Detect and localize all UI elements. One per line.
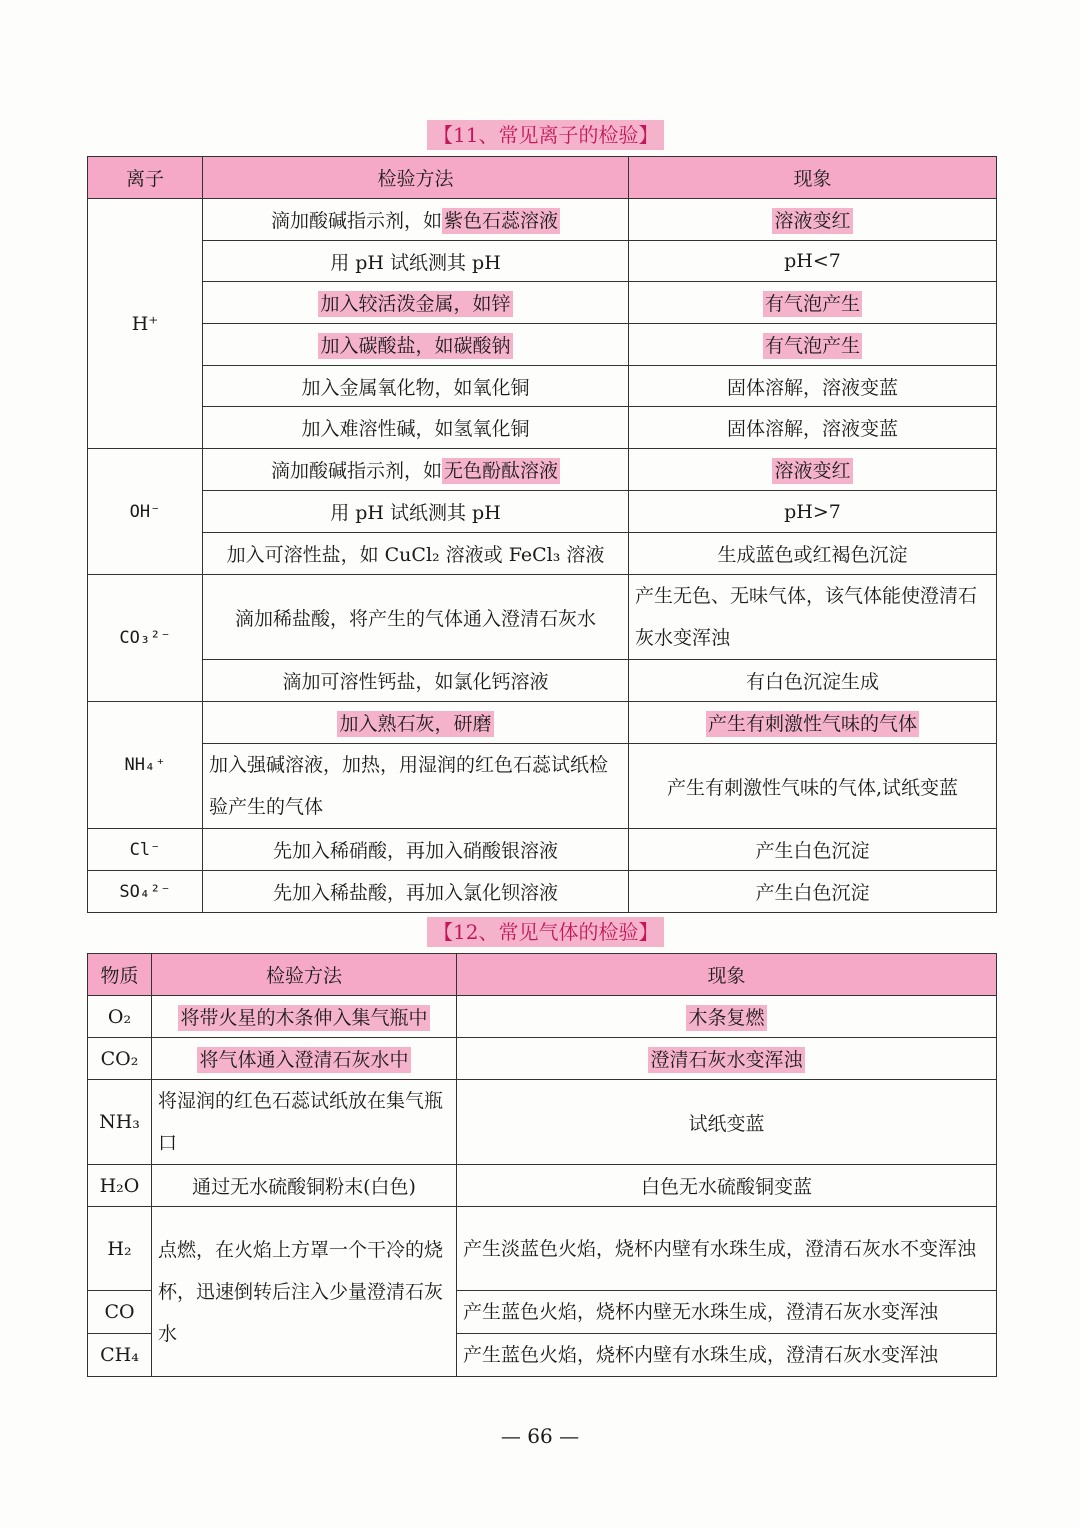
result-cell: 固体溶解，溶液变蓝: [629, 407, 997, 449]
ion-cell-oh: OH⁻: [88, 449, 203, 575]
section-12-title: 【12、常见气体的检验】: [427, 917, 664, 947]
header-method: 检验方法: [203, 157, 629, 199]
result-cell: 产生白色沉淀: [629, 829, 997, 871]
result-cell: 试纸变蓝: [457, 1080, 997, 1165]
method-cell: [152, 996, 457, 1038]
method-cell: 先加入稀硝酸，再加入硝酸银溶液: [203, 829, 629, 871]
substance-cell: CO: [88, 1291, 152, 1334]
header-result: 现象: [629, 157, 997, 199]
method-cell: [203, 199, 629, 241]
method-cell: 滴加稀盐酸，将产生的气体通入澄清石灰水: [203, 575, 629, 660]
substance-cell: H₂: [88, 1207, 152, 1291]
substance-cell: NH₃: [88, 1080, 152, 1165]
method-cell: 用 pH 试纸测其 pH: [203, 491, 629, 533]
table-row: [88, 1207, 997, 1291]
result-cell: 产生白色沉淀: [629, 871, 997, 913]
header-result: 现象: [457, 954, 997, 996]
substance-cell: H₂O: [88, 1165, 152, 1207]
result-highlight: 产生有刺激性气味的气体: [707, 713, 917, 735]
table-row: [88, 996, 997, 1038]
table-row: [88, 366, 997, 407]
method-highlight: 无色酚酞溶液: [444, 460, 559, 482]
table-row: [88, 241, 997, 282]
method-text: 滴加酸碱指示剂，如: [270, 460, 442, 482]
method-cell: 通过无水硫酸铜粉末(白色): [152, 1165, 457, 1207]
table-header-row: [88, 954, 997, 996]
method-cell: 用 pH 试纸测其 pH: [203, 241, 629, 282]
result-cell: 产生淡蓝色火焰，烧杯内壁有水珠生成，澄清石灰水不变浑浊: [457, 1207, 997, 1291]
result-cell: [629, 199, 997, 241]
result-cell: [457, 1038, 997, 1080]
table-row: [88, 575, 997, 660]
table-row: [88, 660, 997, 702]
ion-cell-co3: CO₃²⁻: [88, 575, 203, 702]
result-cell: 有白色沉淀生成: [629, 660, 997, 702]
ion-cell-nh4: NH₄⁺: [88, 702, 203, 829]
result-cell: 产生蓝色火焰，烧杯内壁有水珠生成，澄清石灰水变浑浊: [457, 1334, 997, 1377]
method-cell: 加入可溶性盐，如 CuCl₂ 溶液或 FeCl₃ 溶液: [203, 533, 629, 575]
table-row: [88, 449, 997, 491]
ion-cell-h: H⁺: [88, 199, 203, 449]
method-highlight: 将带火星的木条伸入集气瓶中: [180, 1007, 428, 1029]
result-highlight: 澄清石灰水变浑浊: [650, 1049, 803, 1071]
table-row: [88, 324, 997, 366]
result-cell: [629, 702, 997, 744]
method-cell: 加入金属氧化物，如氧化铜: [203, 366, 629, 407]
header-method: 检验方法: [152, 954, 457, 996]
result-cell: [457, 996, 997, 1038]
gas-test-table: [87, 953, 997, 1377]
method-cell: 加入难溶性碱，如氢氧化铜: [203, 407, 629, 449]
header-substance: 物质: [88, 954, 152, 996]
header-ion: 离子: [88, 157, 203, 199]
method-highlight: 加入熟石灰，研磨: [339, 713, 492, 735]
table-row: [88, 199, 997, 241]
result-cell: [629, 449, 997, 491]
table-row: [88, 1165, 997, 1207]
substance-cell: O₂: [88, 996, 152, 1038]
method-highlight: 加入碳酸盐，如碳酸钠: [320, 335, 511, 357]
result-cell: 固体溶解，溶液变蓝: [629, 366, 997, 407]
method-cell: 将湿润的红色石蕊试纸放在集气瓶口: [152, 1080, 457, 1165]
substance-cell: CH₄: [88, 1334, 152, 1377]
method-cell: [203, 282, 629, 324]
method-highlight: 将气体通入澄清石灰水中: [199, 1049, 409, 1071]
result-cell: [629, 282, 997, 324]
result-cell: [629, 324, 997, 366]
result-highlight: 有气泡产生: [764, 293, 860, 315]
method-cell: 加入强碱溶液，加热，用湿润的红色石蕊试纸检验产生的气体: [203, 744, 629, 829]
page-number: — 66 —: [500, 1424, 580, 1448]
method-highlight: 加入较活泼金属，如锌: [320, 293, 511, 315]
table-row: [88, 702, 997, 744]
result-cell: 产生有刺激性气味的气体,试纸变蓝: [629, 744, 997, 829]
method-cell: 点燃，在火焰上方罩一个干冷的烧杯，迅速倒转后注入少量澄清石灰水: [152, 1207, 457, 1377]
result-cell: pH>7: [629, 491, 997, 533]
ion-cell-so4: SO₄²⁻: [88, 871, 203, 913]
table-row: [88, 829, 997, 871]
table-header-row: [88, 157, 997, 199]
ion-cell-cl: Cl⁻: [88, 829, 203, 871]
table-row: [88, 407, 997, 449]
method-cell: [203, 449, 629, 491]
table-row: [88, 871, 997, 913]
result-cell: 产生无色、无味气体，该气体能使澄清石灰水变浑浊: [629, 575, 997, 660]
result-highlight: 有气泡产生: [764, 335, 860, 357]
method-text: 滴加酸碱指示剂，如: [270, 210, 442, 232]
result-cell: pH<7: [629, 241, 997, 282]
table-row: [88, 1080, 997, 1165]
method-cell: [203, 324, 629, 366]
result-highlight: 木条复燃: [688, 1007, 765, 1029]
table-row: [88, 1038, 997, 1080]
method-cell: 滴加可溶性钙盐，如氯化钙溶液: [203, 660, 629, 702]
result-highlight: 溶液变红: [774, 460, 851, 482]
method-cell: 先加入稀盐酸，再加入氯化钡溶液: [203, 871, 629, 913]
table-row: [88, 744, 997, 829]
ion-test-table: [87, 156, 997, 913]
result-cell: 产生蓝色火焰，烧杯内壁无水珠生成，澄清石灰水变浑浊: [457, 1291, 997, 1334]
method-cell: [152, 1038, 457, 1080]
result-highlight: 溶液变红: [774, 210, 851, 232]
method-cell: [203, 702, 629, 744]
result-cell: 白色无水硫酸铜变蓝: [457, 1165, 997, 1207]
method-highlight: 紫色石蕊溶液: [444, 210, 559, 232]
table-row: [88, 533, 997, 575]
section-11-title: 【11、常见离子的检验】: [427, 120, 664, 150]
table-row: [88, 491, 997, 533]
substance-cell: CO₂: [88, 1038, 152, 1080]
result-cell: 生成蓝色或红褐色沉淀: [629, 533, 997, 575]
table-row: [88, 282, 997, 324]
